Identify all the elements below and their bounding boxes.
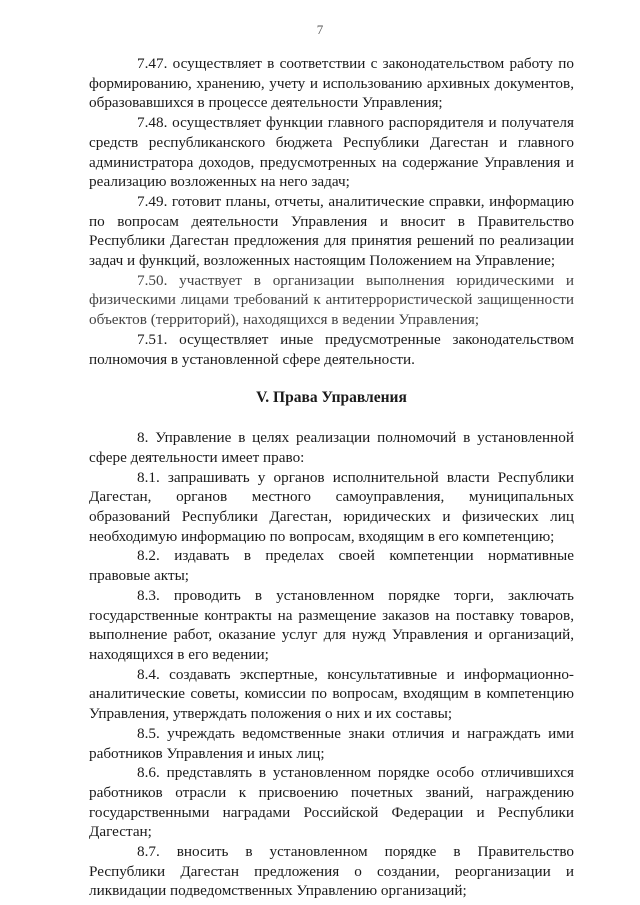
page-number: 7 (316, 22, 324, 37)
paragraph-7-50: 7.50. участвует в организации выполнения юридическими и физическими лицами требований к антитеррористической защищенности объектов (территорий), находящихся в ведении Управления; (89, 271, 574, 329)
paragraph-7-51: 7.51. осуществляет иные предусмотренные законодательством полномочия в установленной сфере деятельности. (89, 330, 574, 368)
paragraph-7-47: 7.47. осуществляет в соответствии с законодательством работу по формированию, хранению, учету и использованию архивных документов, образовавшихся в процессе деятельности Управления; (89, 55, 574, 112)
paragraph-8-3: 8.3. проводить в установленном порядке торги, заключать государственные контракты на размещение заказов на поставку товаров, выполнение работ, оказание услуг для нужд Управления и организаций, находящихся в его ведении; (89, 586, 574, 663)
paragraph-7-49: 7.49. готовит планы, отчеты, аналитические справки, информацию по вопросам деятельности Управления и вносит в Правительство Республики Дагестан предложения для принятия решений по реализации задач и функций, возложенных настоящим Положением на Управление; (89, 192, 574, 270)
paragraph-8-7: 8.7. вносить в установленном порядке в Правительство Республики Дагестан предложения о создании, реорганизации и ликвидации подведомственных Управлению организаций; (89, 843, 574, 900)
paragraph-8-4: 8.4. создавать экспертные, консультативные и информационно-аналитические советы, комиссии по вопросам, входящим в компетенцию Управления, утверждать положения о них и их составы; (89, 665, 574, 723)
document-body (89, 54, 574, 901)
section-title: V. Права Управления (256, 389, 407, 407)
paragraph-8-1: 8.1. запрашивать у органов исполнительной власти Республики Дагестан, органов местного самоуправления, муниципальных образований Республики Дагестан, юридических и физических лиц необходимую информацию по вопросам, входящим в его компетенцию; (89, 468, 574, 545)
paragraph-8-2: 8.2. издавать в пределах своей компетенции нормативные правовые акты; (89, 547, 574, 585)
paragraph-7-48: 7.48. осуществляет функции главного распорядителя и получателя средств республиканского бюджета Республики Дагестан и главного администратора доходов, предусмотренных на содержание Управления и реализацию возложенных на него задач; (89, 114, 574, 191)
paragraph-8: 8. Управление в целях реализации полномочий в установленной сфере деятельности имеет право: (89, 429, 574, 466)
paragraph-8-6: 8.6. представлять в установленном порядке особо отличившихся работников отрасли к присвоению почетных званий, награждению государственными наградами Российской Федерации и Республики Дагестан; (89, 764, 574, 841)
paragraph-8-5: 8.5. учреждать ведомственные знаки отличия и награждать ими работников Управления и иных лиц; (89, 724, 574, 762)
